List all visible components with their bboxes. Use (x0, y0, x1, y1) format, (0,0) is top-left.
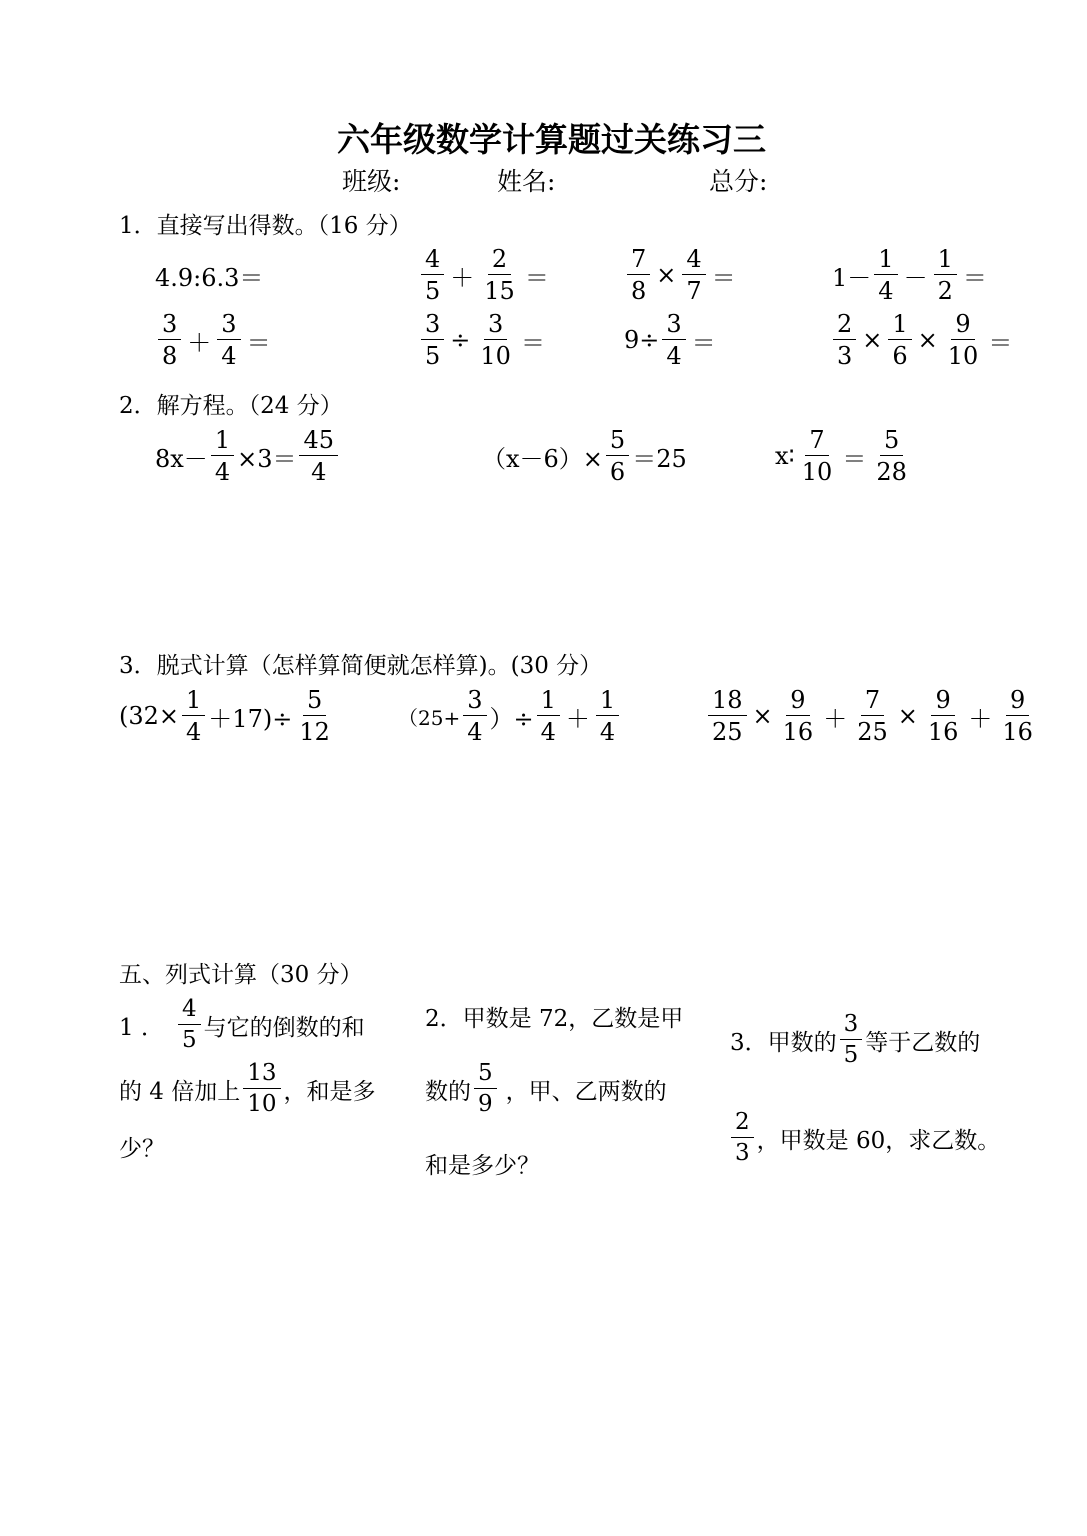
fraction: $\frac{1}{4}$ (596, 688, 619, 744)
page-title: 六年级数学计算题过关练习三 (337, 120, 766, 159)
fraction: $\frac{2}{3}$ (731, 1111, 754, 1165)
expr-text: ＋17)÷ (208, 704, 293, 733)
operator: ＋ (187, 328, 212, 357)
fraction: $\frac{9}{16}$ (782, 686, 814, 746)
equals: ＝ (962, 263, 987, 292)
p1-lead: 1 ． (119, 1014, 164, 1041)
operator: × (917, 326, 938, 354)
s2-eq3 (775, 424, 914, 488)
p2-line2 (425, 1057, 667, 1121)
p3-text2: ，甲数是 60，求乙数。 (756, 1127, 1001, 1154)
expr-text: x∶ (775, 442, 795, 470)
s1-r1-a (155, 243, 263, 307)
fraction: $\frac{3}{5}$ (421, 312, 444, 368)
fraction: $\frac{13}{10}$ (243, 1062, 280, 1116)
equals: ＝ (520, 328, 545, 357)
s1-r2-c (624, 308, 719, 372)
section2-heading: 2．解方程。（24 分） (119, 393, 343, 419)
p1-line1 (119, 993, 365, 1057)
operator: ＋ (823, 704, 848, 733)
p2-text4: 和是多少？ (425, 1152, 540, 1179)
s1-r2-d (830, 308, 1015, 372)
fraction: $\frac{4}{7}$ (682, 247, 705, 303)
fraction: $\frac{1}{6}$ (888, 312, 911, 368)
fraction: $\frac{9}{16}$ (927, 686, 959, 746)
s1-r1-c (624, 243, 739, 307)
operator: × (656, 261, 677, 289)
fraction: $\frac{4}{5}$ (178, 998, 201, 1052)
equals: ＝ (842, 444, 867, 473)
operator: × (752, 702, 773, 730)
fraction: $\frac{1}{4}$ (211, 428, 234, 484)
p1-text3: ，和是多 (283, 1078, 376, 1105)
fraction: $\frac{9}{10}$ (947, 310, 979, 370)
operator: － (903, 263, 928, 292)
expr-text: 8x－ (155, 444, 208, 473)
fraction: $\frac{7}{25}$ (857, 686, 888, 746)
fraction: $\frac{3}{10}$ (480, 310, 511, 370)
fraction: $\frac{5}{28}$ (876, 426, 907, 486)
equals: ＝ (246, 328, 271, 357)
fraction: $\frac{1}{4}$ (537, 688, 560, 744)
p2-line3 (425, 1131, 540, 1195)
s3-e2 (398, 684, 622, 748)
p3-line2 (728, 1106, 1000, 1170)
fraction: $\frac{2}{3}$ (833, 312, 856, 368)
total-label: 总分: (709, 167, 768, 196)
equals: ＝ (691, 328, 716, 357)
p2-text1: 2．甲数是 72，乙数是甲 (425, 1005, 684, 1032)
fraction: $\frac{3}{4}$ (662, 312, 685, 368)
s1-r1-d (832, 243, 990, 307)
fraction: $\frac{4}{5}$ (421, 247, 444, 303)
s1-r2-a (155, 308, 274, 372)
operator: × (862, 326, 883, 354)
section1-heading: 1．直接写出得数。（16 分） (119, 213, 412, 239)
expr-text: ×3＝ (237, 444, 297, 473)
fraction: $\frac{5}{9}$ (474, 1062, 497, 1116)
operator: × (897, 702, 918, 730)
fraction: $\frac{3}{4}$ (463, 688, 486, 744)
fraction: $\frac{5}{12}$ (299, 686, 330, 746)
p3-line1 (730, 1008, 980, 1072)
class-label: 班级: (342, 167, 401, 196)
expr-text: 4.9:6.3＝ (155, 263, 264, 292)
operator: ＋ (450, 263, 475, 292)
fraction: $\frac{1}{2}$ (934, 247, 957, 303)
fraction: $\frac{45}{4}$ (299, 428, 338, 484)
s1-r1-b (418, 243, 552, 307)
s2-eq2 (482, 424, 687, 488)
name-label: 姓名: (497, 167, 556, 196)
p3-lead: 3．甲数的 (730, 1029, 837, 1056)
fraction: $\frac{9}{16}$ (1002, 686, 1033, 746)
p1-text1: 与它的倒数的和 (203, 1014, 365, 1041)
expr-text: 1－ (832, 263, 872, 292)
expr-text: （25+ (398, 705, 461, 730)
expr-text: ）÷ (489, 704, 534, 733)
fraction: $\frac{18}{25}$ (708, 688, 747, 744)
p1-text4: 少？ (119, 1135, 165, 1162)
p2-text3: ，甲、乙两数的 (505, 1078, 667, 1105)
fraction: $\frac{1}{4}$ (874, 247, 897, 303)
expr-text: ＝25 (632, 444, 687, 473)
equals: ＝ (524, 263, 549, 292)
expr-text: （x－6）× (482, 444, 603, 473)
p2-text2: 数的 (425, 1078, 471, 1105)
fraction: $\frac{3}{8}$ (158, 312, 181, 368)
fraction: $\frac{5}{6}$ (606, 428, 629, 484)
expr-text: (32× (119, 702, 180, 730)
s1-r2-b (418, 308, 548, 372)
fraction: $\frac{7}{8}$ (627, 247, 650, 303)
fraction: $\frac{7}{10}$ (801, 426, 833, 486)
operator: ＋ (565, 704, 590, 733)
p3-text1: 等于乙数的 (865, 1029, 981, 1056)
expr-text: 9÷ (624, 326, 660, 354)
fraction: $\frac{3}{5}$ (840, 1013, 863, 1067)
section5-heading: 五、列式计算（30 分） (119, 962, 363, 988)
fraction: $\frac{1}{4}$ (182, 688, 205, 744)
s3-e3 (705, 684, 1040, 748)
s2-eq1 (155, 424, 341, 488)
operator: ＋ (968, 704, 993, 733)
p1-text2: 的 4 倍加上 (119, 1078, 241, 1105)
s3-e1 (119, 684, 337, 748)
operator: ÷ (450, 326, 471, 354)
p1-line2 (119, 1057, 376, 1121)
equals: ＝ (711, 263, 736, 292)
p1-line3 (119, 1114, 165, 1178)
section3-heading: 3．脱式计算（怎样算简便就怎样算)。(30 分） (119, 653, 603, 679)
fraction: $\frac{2}{15}$ (484, 245, 515, 305)
p2-line1 (425, 984, 683, 1048)
equals: ＝ (988, 328, 1013, 357)
fraction: $\frac{3}{4}$ (217, 312, 240, 368)
